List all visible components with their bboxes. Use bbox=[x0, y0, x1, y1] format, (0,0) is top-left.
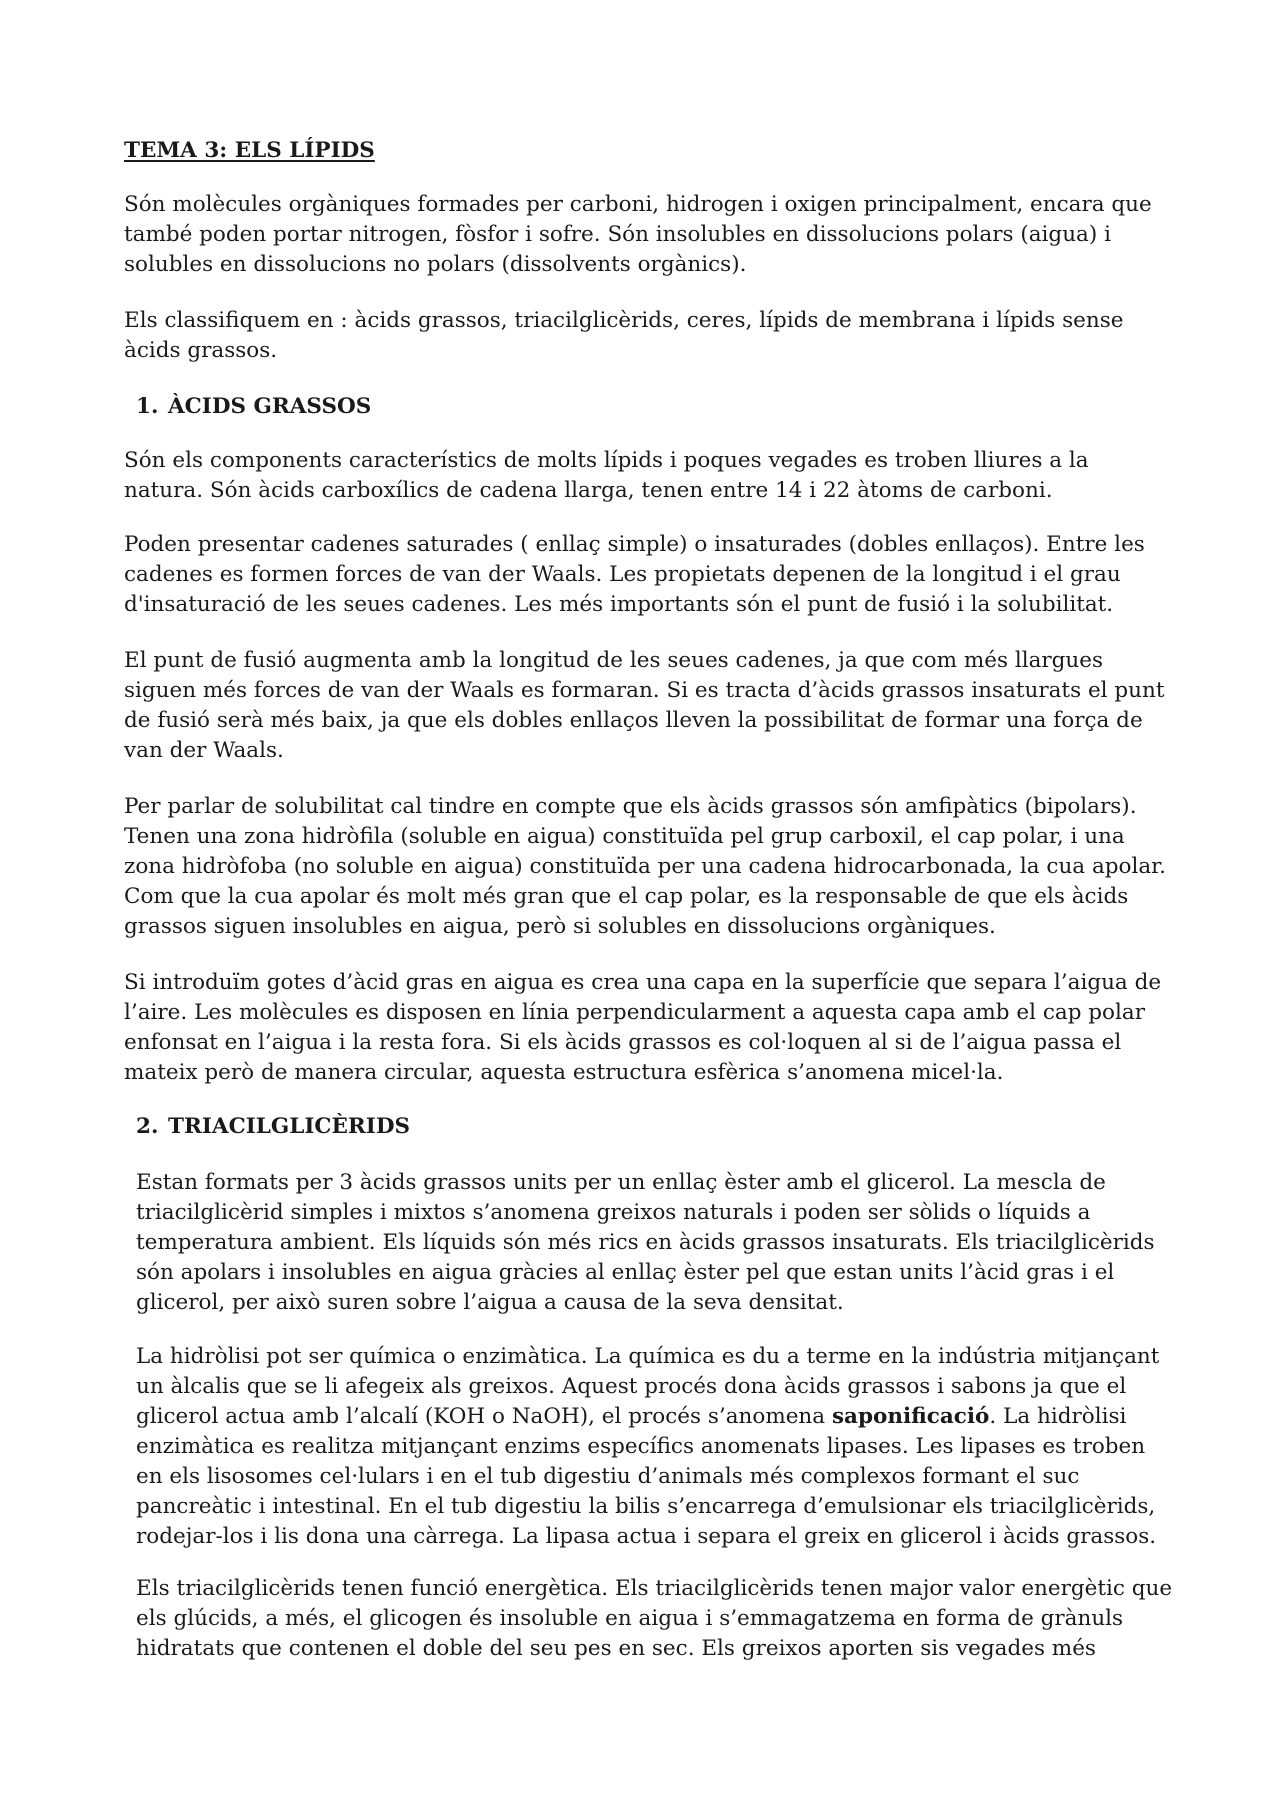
section-2-heading bbox=[136, 1112, 410, 1142]
section-1-heading bbox=[136, 392, 371, 422]
section-2-number: 2. bbox=[136, 1114, 159, 1139]
section-2-paragraph-2-text-after: . La hidròlisi enzimàtica es realitza mitjançant enzims específics anomenats lipases. Les lipases es troben en els lisosomes cel·lulars i en el tub digestiu d’animals més complexos formant el suc pancreàtic i intestinal. En el tub digestiu la bilis s’encarrega d’emulsionar els triacilglicèrids, rodejar-los i lis dona una càrrega. La lipasa actua i separa el greix en glicerol i àcids grassos. bbox=[136, 1404, 1157, 1549]
section-1-title: ÀCIDS GRASSOS bbox=[168, 394, 372, 419]
section-1-number: 1. bbox=[136, 394, 159, 419]
section-1-paragraph-4: Per parlar de solubilitat cal tindre en compte que els àcids grassos són amfipàtics (bipolars). Tenen una zona hidròfila (soluble en aigua) constituïda pel grup carboxil, el cap polar, i una zona hidròfoba (no soluble en aigua) constituïda per una cadena hidrocarbonada, la cua apolar. Com que la cua apolar és molt més gran que el cap polar, es la responsable de que els àcids grassos siguen insolubles en aigua, però si solubles en dissolucions orgàniques. bbox=[124, 794, 1166, 939]
section-1-paragraph-3: El punt de fusió augmenta amb la longitud de les seues cadenes, ja que com més llargues siguen més forces de van der Waals es formaran. Si es tracta d’àcids grassos insaturats el punt de fusió serà més baix, ja que els dobles enllaços lleven la possibilitat de formar una força de van der Waals. bbox=[124, 648, 1165, 763]
section-2-paragraph-1: Estan formats per 3 àcids grassos units per un enllaç èster amb el glicerol. La mescla de triacilglicèrid simples i mixtos s’anomena greixos naturals i poden ser sòlids o líquids a temperatura ambient. Els líquids són més rics en àcids grassos insaturats. Els triacilglicèrids són apolars i insolubles en aigua gràcies al enllaç èster pel que estan units l’àcid gras i el glicerol, per això suren sobre l’aigua a causa de la seva densitat. bbox=[136, 1170, 1155, 1315]
section-2-paragraph-2-text-before: La hidròlisi pot ser química o enzimàtica. La química es du a terme en la indústria mitjançant un àlcalis que se li afegeix als greixos. Aquest procés dona àcids grassos i sabons ja que el glicerol actua amb l’alcalí (KOH o NaOH), el procés s’anomena bbox=[136, 1344, 1160, 1429]
saponification-term: saponificació bbox=[831, 1404, 990, 1429]
section-1-paragraph-5: Si introduïm gotes d’àcid gras en aigua es crea una capa en la superfície que separa l’aigua de l’aire. Les molècules es disposen en línia perpendicularment a aquesta capa amb el cap polar enfonsat en l’aigua i la resta fora. Si els àcids grassos es col·loquen al si de l’aigua passa el mateix però de manera circular, aquesta estructura esfèrica s’anomena micel·la. bbox=[124, 970, 1162, 1085]
section-1-paragraph-2: Poden presentar cadenes saturades ( enllaç simple) o insaturades (dobles enllaços). Entre les cadenes es formen forces de van der Waals. Les propietats depenen de la longitud i el grau d'insaturació de les seues cadenes. Les més importants són el punt de fusió i la solubilitat. bbox=[124, 532, 1145, 617]
page-title: TEMA 3: ELS LÍPIDS bbox=[124, 138, 375, 163]
intro-paragraph-2: Els classifiquem en : àcids grassos, triacilglicèrids, ceres, lípids de membrana i lípids sense àcids grassos. bbox=[124, 308, 1124, 363]
section-1-paragraph-1: Són els components característics de molts lípids i poques vegades es troben lliures a la natura. Són àcids carboxílics de cadena llarga, tenen entre 14 i 22 àtoms de carboni. bbox=[124, 448, 1089, 503]
section-2-paragraph-2 bbox=[136, 1342, 1176, 1552]
intro-paragraph-1: Són molècules orgàniques formades per carboni, hidrogen i oxigen principalment, encara que també poden portar nitrogen, fòsfor i sofre. Són insolubles en dissolucions polars (aigua) i solubles en dissolucions no polars (dissolvents orgànics). bbox=[124, 192, 1152, 277]
section-2-paragraph-3: Els triacilglicèrids tenen funció energètica. Els triacilglicèrids tenen major valor energètic que els glúcids, a més, el glicogen és insoluble en aigua i s’emmagatzema en forma de grànuls hidratats que contenen el doble del seu pes en sec. Els greixos aporten sis vegades més bbox=[136, 1576, 1173, 1661]
section-2-title: TRIACILGLICÈRIDS bbox=[168, 1114, 411, 1139]
